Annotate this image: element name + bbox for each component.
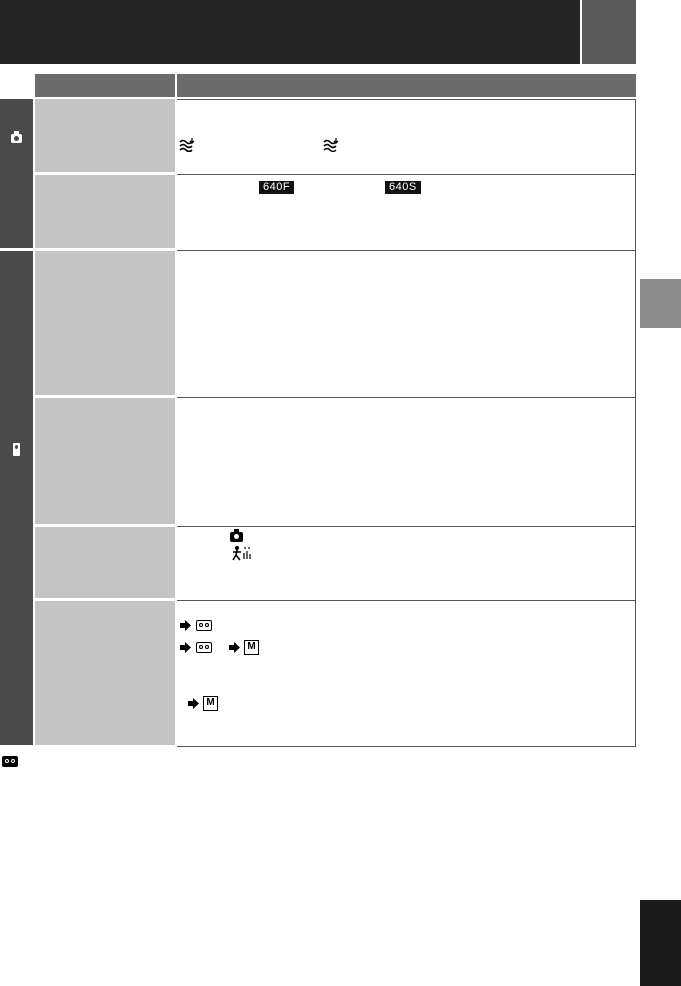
memory-card-icon: M — [244, 640, 259, 655]
category-bar-video — [0, 251, 33, 745]
item-label-cell — [35, 398, 175, 524]
column-header-item — [35, 74, 175, 97]
arrow-right-icon — [229, 642, 240, 653]
arrow-right-icon — [180, 620, 191, 631]
arrow-right-icon — [180, 642, 191, 653]
quality-badge-standard: 640S — [385, 181, 421, 194]
item-label-cell — [35, 527, 175, 598]
tape-icon — [2, 756, 18, 767]
row-divider — [177, 99, 636, 100]
arrow-right-icon — [188, 698, 199, 709]
row-divider — [177, 526, 636, 527]
item-label-cell — [35, 175, 175, 248]
burst-icon — [323, 138, 340, 152]
quality-badge-fine: 640F — [259, 181, 294, 194]
video-mode-icon — [13, 443, 20, 456]
corner-tab — [640, 900, 681, 986]
category-bar-photo — [0, 99, 33, 248]
side-section-tab — [640, 279, 681, 328]
row-divider — [177, 250, 636, 251]
row-divider — [177, 746, 636, 747]
camera-icon — [11, 134, 22, 143]
row-divider — [177, 174, 636, 175]
header-section-box — [580, 0, 636, 64]
row-divider — [177, 397, 636, 398]
tape-icon — [196, 642, 212, 653]
item-label-cell — [35, 251, 175, 395]
item-label-cell — [35, 99, 175, 172]
table-right-border — [635, 99, 636, 747]
camera-icon — [230, 532, 243, 542]
item-label-cell — [35, 601, 175, 745]
tape-icon — [196, 620, 212, 631]
sports-scene-icon — [231, 545, 253, 561]
memory-card-icon: M — [203, 696, 218, 711]
column-header-description — [177, 74, 636, 97]
row-divider — [177, 600, 636, 601]
header-bar — [0, 0, 636, 64]
burst-icon — [179, 138, 196, 152]
